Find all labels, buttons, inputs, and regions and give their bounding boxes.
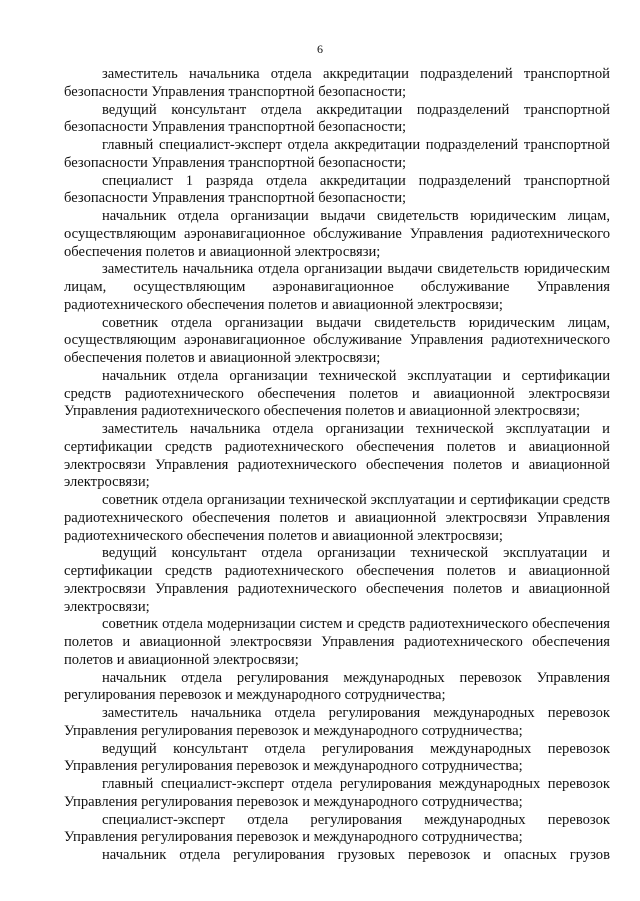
paragraph: заместитель начальника отдела аккредитации подразделений транспортной безопасности Управления транспортной безопасности;: [64, 66, 610, 100]
paragraph: ведущий консультант отдела аккредитации подразделений транспортной безопасности Управления транспортной безопасности;: [64, 101, 610, 136]
paragraph: советник отдела организации выдачи свидетельств юридическим лицам, осуществляющим аэронавигационное обслуживание Управления радиотехнического обеспечения полетов и авиационной электросвязи;: [64, 314, 610, 366]
paragraph: начальник отдела регулирования грузовых перевозок и опасных грузов: [102, 847, 610, 863]
paragraph: специалист-эксперт отдела регулирования международных перевозок Управления регулирования перевозок и международного сотрудничества;: [64, 811, 610, 846]
paragraph: заместитель начальника отдела организации выдачи свидетельств юридическим лицам, осуществляющим аэронавигационное обслуживание Управления радиотехнического обеспечения полетов и авиационной электросвязи;: [64, 261, 610, 313]
paragraph: главный специалист-эксперт отдела аккредитации подразделений транспортной безопасности Управления транспортной безопасности;: [64, 137, 610, 171]
paragraph: заместитель начальника отдела регулирования международных перевозок Управления регулирования перевозок и международного сотрудничества;: [64, 705, 610, 739]
paragraph: советник отдела модернизации систем и средств радиотехнического обеспечения полетов и авиационной электросвязи Управления радиотехнического обеспечения полетов и авиационной электросвязи;: [64, 616, 610, 668]
paragraph: главный специалист-эксперт отдела регулирования международных перевозок Управления регулирования перевозок и международного сотрудничества;: [64, 776, 610, 810]
paragraph: ведущий консультант отдела регулирования международных перевозок Управления регулирования перевозок и международного сотрудничества;: [64, 740, 610, 775]
paragraph: специалист 1 разряда отдела аккредитации подразделений транспортной безопасности Управления транспортной безопасности;: [64, 172, 610, 207]
document-body: [64, 66, 610, 865]
page-number: 6: [317, 42, 323, 56]
paragraph: заместитель начальника отдела организации технической эксплуатации и сертификации средств радиотехнического обеспечения полетов и авиационной электросвязи Управления радиотехнического обеспечения полетов и авиационной электросвязи;: [64, 421, 610, 491]
paragraph: советник отдела организации технической эксплуатации и сертификации средств радиотехнического обеспечения полетов и авиационной электросвязи Управления радиотехнического обеспечения полетов и авиационной электросвязи;: [64, 492, 610, 544]
paragraph: начальник отдела организации выдачи свидетельств юридическим лицам, осуществляющим аэронавигационное обслуживание Управления радиотехнического обеспечения полетов и авиационной электросвязи;: [64, 208, 610, 260]
paragraph: начальник отдела регулирования международных перевозок Управления регулирования перевозок и международного сотрудничества;: [64, 669, 610, 704]
paragraph: начальник отдела организации технической эксплуатации и сертификации средств радиотехнического обеспечения полетов и авиационной электросвязи Управления радиотехнического обеспечения полетов и авиационной электросвязи;: [64, 367, 610, 420]
paragraph: ведущий консультант отдела организации технической эксплуатации и сертификации средств радиотехнического обеспечения полетов и авиационной электросвязи Управления радиотехнического обеспечения полетов и авиационной электросвязи;: [64, 545, 610, 615]
